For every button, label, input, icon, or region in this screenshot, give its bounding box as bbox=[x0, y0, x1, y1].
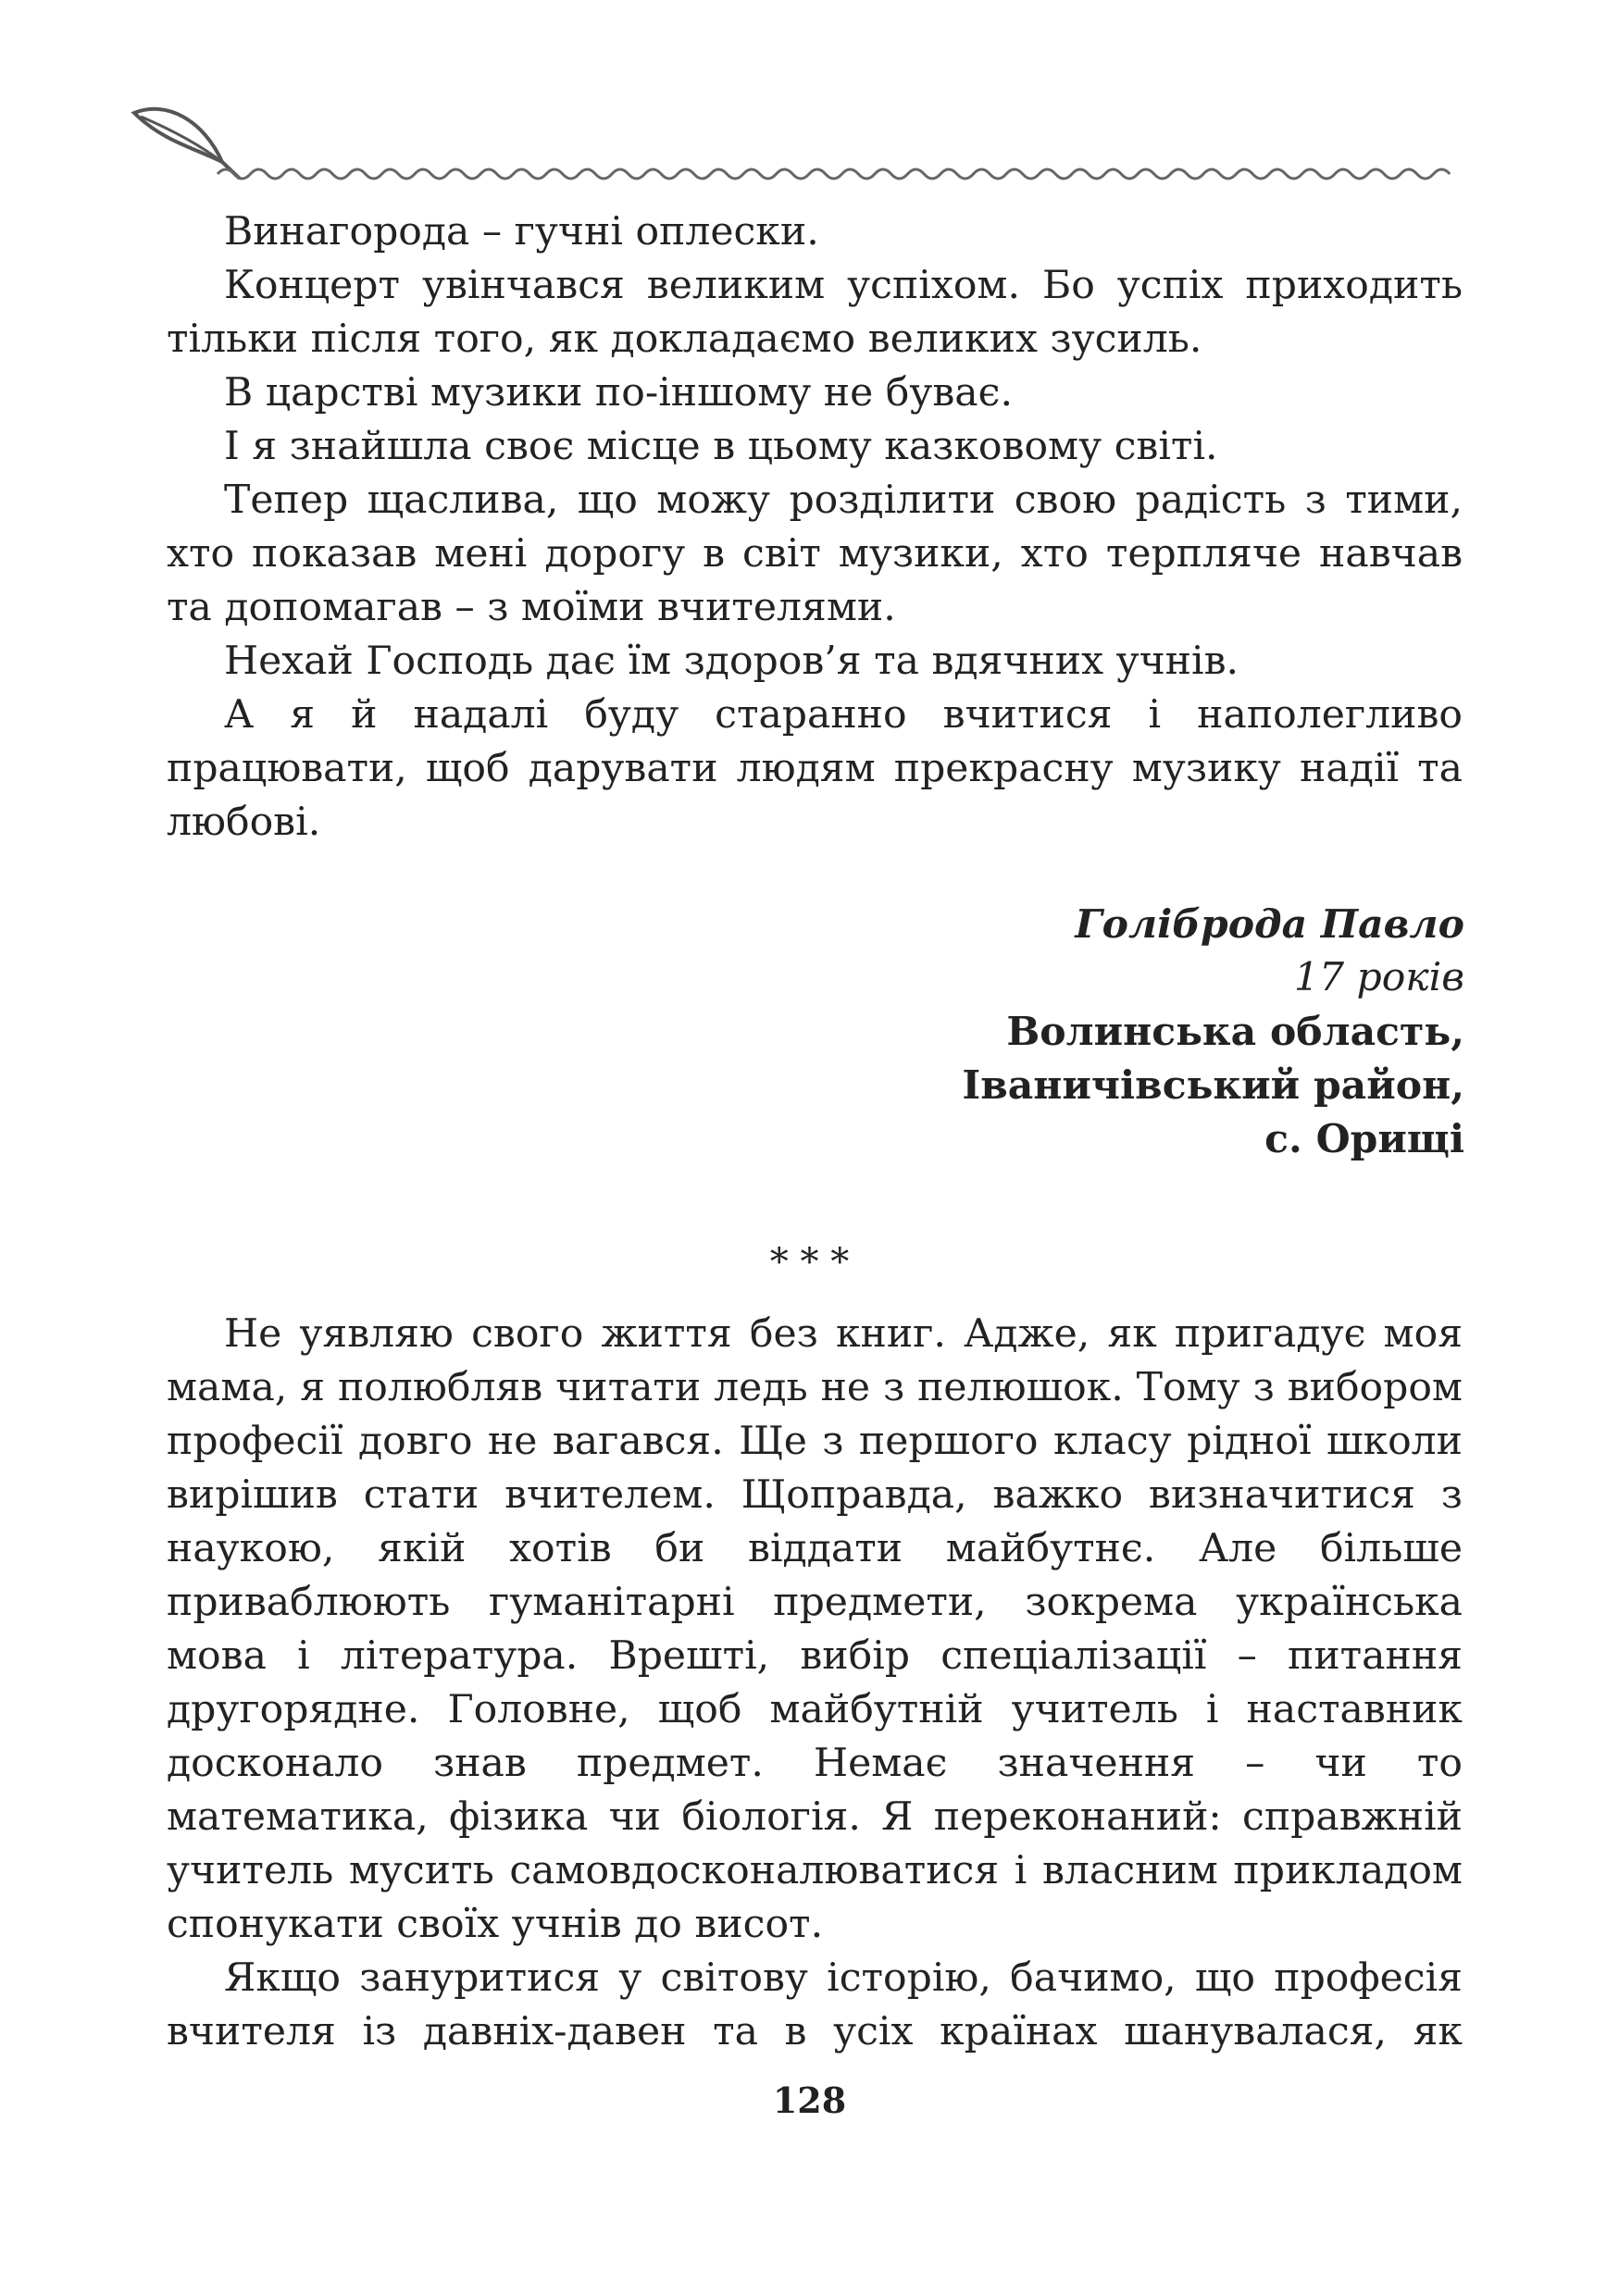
author-region: Волинська область, bbox=[1006, 1009, 1464, 1055]
author-district: Іваничівський район, bbox=[962, 1062, 1464, 1109]
paragraph: І я знайшла своє місце в цьому казковому світі. bbox=[224, 424, 1218, 469]
author-age: 17 років bbox=[1293, 955, 1464, 1000]
author-name: Голіброда Павло bbox=[1075, 901, 1464, 948]
paragraph: Не уявляю свого життя без книг. Адже, як пригадує моя мама, я полюбляв читати ледь не з пелюшок. Тому з вибором професії довго не вагався. Ще з першого класу рідної школи вирішив стати вчителем. Щоправда, важко визначитися з наукою, якій хотів би віддати майбутнє. Але більше приваблюють гуманітарні предмети, зокрема українська мова і література. Врешті, вибір спеціалізації – питання другорядне. Головне, щоб майбутній учитель і наставник досконало знав предмет. Немає значення – чи то математика, фізика чи біологія. Я переконаний: справжній учитель мусить самовдосконалюватися і власним прикладом спонукати своїх учнів до висот. bbox=[167, 1311, 1463, 1947]
feather-icon bbox=[134, 109, 239, 178]
author-signature bbox=[631, 898, 1464, 1166]
header-ornament bbox=[130, 93, 1472, 194]
wavy-line-icon bbox=[218, 169, 1450, 179]
section-separator: * * * bbox=[769, 1241, 850, 1284]
paragraph: В царстві музики по-іншому не буває. bbox=[224, 370, 1013, 416]
paragraph: Винагорода – гучні оплески. bbox=[224, 209, 819, 254]
paragraph: Тепер щаслива, що можу розділити свою радість з тими, хто показав мені дорогу в світ музики, хто терпляче навчав та допомагав – з моїми вчителями. bbox=[167, 478, 1463, 630]
author-village: с. Орищі bbox=[1264, 1116, 1464, 1162]
paragraph: Нехай Господь дає їм здоров’я та вдячних учнів. bbox=[224, 639, 1239, 684]
page-number: 128 bbox=[772, 2079, 847, 2121]
paragraph: А я й надалі буду старанно вчитися і наполегливо працювати, щоб дарувати людям прекрасну музику надії та любові. bbox=[167, 692, 1463, 845]
story-text-1 bbox=[167, 205, 1463, 850]
paragraph: Якщо зануритися у світову історію, бачимо, що професія вчителя із давніх-давен та в усіх країнах шанувалася, як bbox=[167, 1955, 1463, 2054]
story-text-2 bbox=[167, 1308, 1463, 2059]
paragraph: Концерт увінчався великим успіхом. Бо успіх приходить тільки після того, як докладаємо великих зусиль. bbox=[167, 263, 1463, 362]
